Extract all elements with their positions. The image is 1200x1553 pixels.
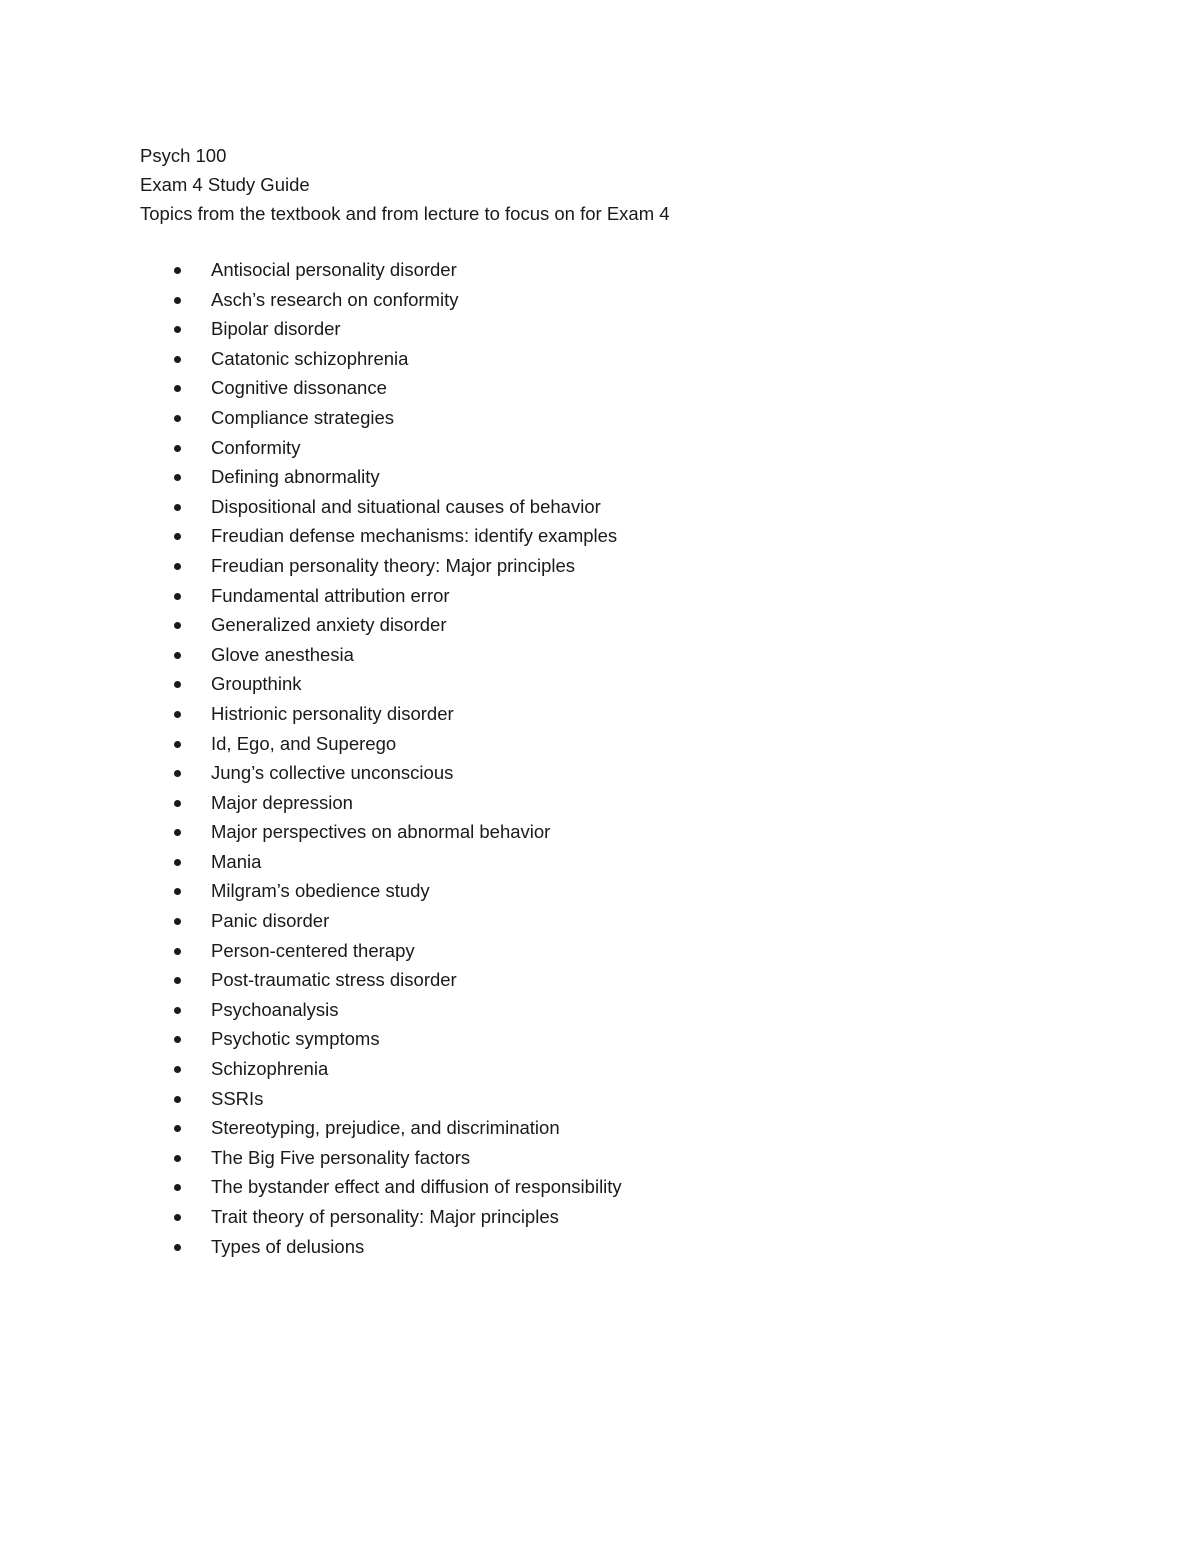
bullet-icon: [174, 800, 181, 807]
bullet-icon: [174, 711, 181, 718]
list-item: [140, 373, 1120, 403]
list-item: [140, 788, 1120, 818]
bullet-icon: [174, 1125, 181, 1132]
topic-label: Catatonic schizophrenia: [211, 347, 409, 369]
list-item: [140, 699, 1120, 729]
list-item: [140, 255, 1120, 285]
course-name: Psych 100: [140, 145, 227, 166]
list-item: [140, 847, 1120, 877]
topic-label: Id, Ego, and Superego: [211, 732, 397, 754]
list-item: [140, 1084, 1120, 1114]
bullet-icon: [174, 563, 181, 570]
topic-label: Types of delusions: [211, 1235, 365, 1257]
list-item: [140, 1054, 1120, 1084]
bullet-icon: [174, 267, 181, 274]
list-item: [140, 669, 1120, 699]
topic-label: Major depression: [211, 791, 353, 813]
topic-label: SSRIs: [211, 1087, 264, 1109]
topic-label: Post-traumatic stress disorder: [211, 969, 457, 991]
topic-label: Freudian personality theory: Major principles: [211, 554, 576, 576]
list-item: [140, 492, 1120, 522]
bullet-icon: [174, 504, 181, 511]
bullet-icon: [174, 1036, 181, 1043]
list-item: [140, 1172, 1120, 1202]
topic-label: Compliance strategies: [211, 406, 395, 428]
bullet-icon: [174, 445, 181, 452]
list-item: [140, 640, 1120, 670]
list-item: [140, 1202, 1120, 1232]
list-item: [140, 876, 1120, 906]
topic-label: Schizophrenia: [211, 1058, 329, 1080]
topic-label: Generalized anxiety disorder: [211, 614, 447, 636]
bullet-icon: [174, 977, 181, 984]
topic-label: The Big Five personality factors: [211, 1146, 471, 1168]
topic-label: Dispositional and situational causes of behavior: [211, 495, 601, 517]
list-item: [140, 551, 1120, 581]
bullet-icon: [174, 622, 181, 629]
bullet-icon: [174, 1066, 181, 1073]
topic-label: Psychotic symptoms: [211, 1028, 380, 1050]
list-item: [140, 936, 1120, 966]
bullet-icon: [174, 948, 181, 955]
bullet-icon: [174, 1244, 181, 1251]
list-item: [140, 581, 1120, 611]
bullet-icon: [174, 356, 181, 363]
topic-label: Freudian defense mechanisms: identify examples: [211, 525, 618, 547]
topic-label: Conformity: [211, 436, 301, 458]
list-item: [140, 433, 1120, 463]
topic-label: Asch’s research on conformity: [211, 288, 459, 310]
topic-label: Histrionic personality disorder: [211, 702, 454, 724]
list-item: [140, 521, 1120, 551]
bullet-icon: [174, 415, 181, 422]
bullet-icon: [174, 385, 181, 392]
bullet-icon: [174, 1007, 181, 1014]
bullet-icon: [174, 1096, 181, 1103]
topic-label: Jung’s collective unconscious: [211, 762, 454, 784]
bullet-icon: [174, 681, 181, 688]
list-item: [140, 995, 1120, 1025]
bullet-icon: [174, 741, 181, 748]
list-item: [140, 817, 1120, 847]
topic-label: Stereotyping, prejudice, and discrimination: [211, 1117, 560, 1139]
topic-label: The bystander effect and diffusion of responsibility: [211, 1176, 622, 1198]
bullet-icon: [174, 593, 181, 600]
bullet-icon: [174, 1184, 181, 1191]
bullet-icon: [174, 326, 181, 333]
bullet-icon: [174, 474, 181, 481]
bullet-icon: [174, 859, 181, 866]
list-item: [140, 610, 1120, 640]
topic-label: Person-centered therapy: [211, 939, 415, 961]
list-item: [140, 1113, 1120, 1143]
topic-list: [140, 255, 1120, 1261]
topic-label: Mania: [211, 850, 262, 872]
topic-label: Cognitive dissonance: [211, 377, 387, 399]
list-item: [140, 1232, 1120, 1262]
topic-label: Psychoanalysis: [211, 998, 339, 1020]
list-item: [140, 344, 1120, 374]
topic-label: Major perspectives on abnormal behavior: [211, 821, 551, 843]
topic-label: Milgram’s obedience study: [211, 880, 430, 902]
document-body: [140, 141, 1120, 1261]
topic-label: Trait theory of personality: Major principles: [211, 1206, 559, 1227]
list-item: [140, 1024, 1120, 1054]
topic-label: Defining abnormality: [211, 466, 380, 488]
topic-label: Glove anesthesia: [211, 643, 354, 665]
topic-label: Panic disorder: [211, 910, 330, 932]
document-title: Exam 4 Study Guide: [140, 174, 310, 195]
list-item: [140, 285, 1120, 315]
list-item: [140, 906, 1120, 936]
list-item: [140, 314, 1120, 344]
list-item: [140, 758, 1120, 788]
list-item: [140, 1143, 1120, 1173]
list-item: [140, 462, 1120, 492]
bullet-icon: [174, 297, 181, 304]
list-item: [140, 965, 1120, 995]
document-subtitle: Topics from the textbook and from lecture to focus on for Exam 4: [140, 203, 670, 224]
bullet-icon: [174, 829, 181, 836]
list-item: [140, 729, 1120, 759]
topic-label: Antisocial personality disorder: [211, 259, 457, 280]
bullet-icon: [174, 533, 181, 540]
topic-label: Bipolar disorder: [211, 318, 341, 340]
topic-label: Groupthink: [211, 673, 302, 695]
bullet-icon: [174, 918, 181, 925]
list-item: [140, 403, 1120, 433]
bullet-icon: [174, 888, 181, 895]
bullet-icon: [174, 1155, 181, 1162]
bullet-icon: [174, 770, 181, 777]
bullet-icon: [174, 652, 181, 659]
topic-label: Fundamental attribution error: [211, 584, 450, 606]
bullet-icon: [174, 1214, 181, 1221]
